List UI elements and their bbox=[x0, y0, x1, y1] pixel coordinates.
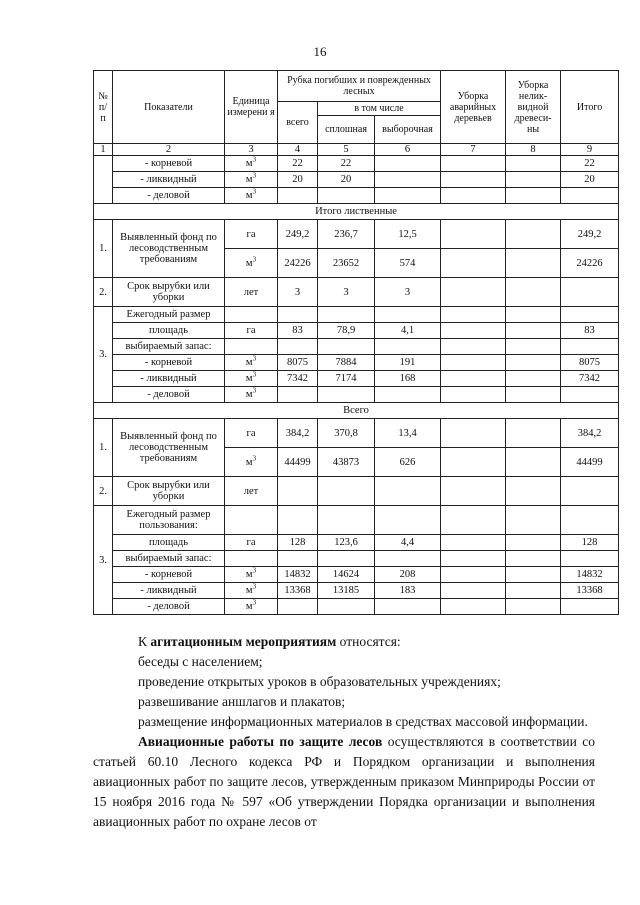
header-total-all: всего bbox=[278, 102, 318, 144]
table-cell bbox=[561, 188, 619, 204]
table-cell: 44499 bbox=[278, 448, 318, 477]
row-label: - деловой bbox=[113, 188, 225, 204]
header-nonliquid: Уборка нелик- видной древеси- ны bbox=[506, 71, 561, 144]
table-cell: 7342 bbox=[278, 371, 318, 387]
table-cell bbox=[506, 448, 561, 477]
row-unit: $м^3$ bbox=[225, 355, 278, 371]
paragraph: проведение открытых уроков в образовательных учреждениях; bbox=[138, 674, 501, 689]
table-cell bbox=[225, 339, 278, 355]
row-unit: га bbox=[225, 535, 278, 551]
paragraph: беседы с населением; bbox=[138, 654, 263, 669]
row-unit: $м^3$ bbox=[225, 567, 278, 583]
row-label: Ежегодный размер пользования: bbox=[113, 506, 225, 535]
table-cell: 8075 bbox=[278, 355, 318, 371]
table-cell bbox=[506, 506, 561, 535]
table-cell bbox=[506, 551, 561, 567]
row-label: площадь bbox=[113, 535, 225, 551]
row-unit: $м^3$ bbox=[225, 172, 278, 188]
table-cell bbox=[441, 535, 506, 551]
table-cell bbox=[441, 551, 506, 567]
row-unit: га bbox=[225, 323, 278, 339]
table-cell bbox=[441, 506, 506, 535]
table-cell: 7884 bbox=[318, 355, 375, 371]
table-cell bbox=[441, 371, 506, 387]
section-title: Всего bbox=[94, 403, 619, 419]
table-cell bbox=[506, 477, 561, 506]
table-cell: 384,2 bbox=[278, 419, 318, 448]
table-cell bbox=[375, 339, 441, 355]
table-cell: 13368 bbox=[561, 583, 619, 599]
row-label: - корневой bbox=[113, 156, 225, 172]
table-cell: 123,6 bbox=[318, 535, 375, 551]
table-cell bbox=[318, 477, 375, 506]
table-cell: 8075 bbox=[561, 355, 619, 371]
table-cell: 4,1 bbox=[375, 323, 441, 339]
table-cell bbox=[225, 506, 278, 535]
table-cell: 22 bbox=[278, 156, 318, 172]
row-label: - деловой bbox=[113, 599, 225, 615]
col-number: 2 bbox=[113, 144, 225, 156]
row-label: Срок вырубки или уборки bbox=[113, 278, 225, 307]
table-cell bbox=[506, 599, 561, 615]
header-total: Итого bbox=[561, 71, 619, 144]
col-number: 8 bbox=[506, 144, 561, 156]
table-cell: 626 bbox=[375, 448, 441, 477]
table-cell: 12,5 bbox=[375, 220, 441, 249]
table-cell bbox=[441, 278, 506, 307]
table-cell bbox=[506, 156, 561, 172]
table-cell: 78,9 bbox=[318, 323, 375, 339]
table-cell: 13185 bbox=[318, 583, 375, 599]
row-unit: $м^3$ bbox=[225, 599, 278, 615]
table-cell bbox=[441, 387, 506, 403]
table-cell bbox=[561, 307, 619, 323]
table-cell bbox=[441, 567, 506, 583]
table-cell bbox=[506, 188, 561, 204]
row-unit: $м^3$ bbox=[225, 371, 278, 387]
table-cell: 83 bbox=[561, 323, 619, 339]
row-number: 2. bbox=[94, 477, 113, 506]
row-number: 3. bbox=[94, 307, 113, 403]
paragraph: К агитационным мероприятиям относятся: bbox=[138, 634, 401, 649]
row-unit: га bbox=[225, 419, 278, 448]
table-cell bbox=[278, 506, 318, 535]
header-clear: сплошная bbox=[318, 116, 375, 144]
row-label: - ликвидный bbox=[113, 371, 225, 387]
row-label: - деловой bbox=[113, 387, 225, 403]
table-cell bbox=[561, 339, 619, 355]
table-cell bbox=[506, 220, 561, 249]
col-number: 4 bbox=[278, 144, 318, 156]
header-emergency: Уборка аварийных деревьев bbox=[441, 71, 506, 144]
table-cell: 83 bbox=[278, 323, 318, 339]
table-cell bbox=[506, 583, 561, 599]
table-cell bbox=[506, 339, 561, 355]
paragraph: Авиационные работы по защите лесов осуществляются в соответствии со статьей 60.10 Лесного кодекса РФ и Порядком организации и выполнения авиационных работ по защите лесов, утвержденным приказом Минприроды России от 15 ноября 2016 года № 597 «Об утверждении Порядка организации и выполнения авиационных работ по охране лесов от bbox=[93, 734, 596, 829]
table-cell bbox=[441, 172, 506, 188]
header-indicators: Показатели bbox=[113, 71, 225, 144]
table-cell bbox=[561, 477, 619, 506]
row-label: - корневой bbox=[113, 567, 225, 583]
row-label: выбираемый запас: bbox=[113, 551, 225, 567]
table-cell bbox=[561, 387, 619, 403]
table-cell bbox=[278, 551, 318, 567]
table-cell: 14624 bbox=[318, 567, 375, 583]
row-number: 1. bbox=[94, 220, 113, 278]
header-felling: Рубка погибших и поврежденных лесных bbox=[278, 71, 441, 102]
table-cell: 128 bbox=[561, 535, 619, 551]
table-cell: 191 bbox=[375, 355, 441, 371]
table-cell: 7342 bbox=[561, 371, 619, 387]
row-unit: лет bbox=[225, 278, 278, 307]
table-cell bbox=[506, 419, 561, 448]
forest-table bbox=[93, 70, 619, 615]
col-number: 6 bbox=[375, 144, 441, 156]
table-cell: 3 bbox=[375, 278, 441, 307]
table-cell bbox=[441, 323, 506, 339]
table-cell bbox=[375, 172, 441, 188]
row-unit: лет bbox=[225, 477, 278, 506]
table-cell bbox=[506, 535, 561, 551]
table-cell bbox=[506, 567, 561, 583]
row-unit: $м^3$ bbox=[225, 583, 278, 599]
table-cell: 20 bbox=[278, 172, 318, 188]
table-cell bbox=[441, 419, 506, 448]
table-cell bbox=[441, 448, 506, 477]
col-number: 1 bbox=[94, 144, 113, 156]
row-label: - ликвидный bbox=[113, 583, 225, 599]
table-cell bbox=[278, 188, 318, 204]
row-unit: $м^3$ bbox=[225, 448, 278, 477]
row-label: - ликвидный bbox=[113, 172, 225, 188]
table-cell bbox=[441, 156, 506, 172]
table-cell: 183 bbox=[375, 583, 441, 599]
col-number: 5 bbox=[318, 144, 375, 156]
table-cell bbox=[441, 477, 506, 506]
header-selective: выборочная bbox=[375, 116, 441, 144]
col-number: 7 bbox=[441, 144, 506, 156]
header-num: № п/ п bbox=[94, 71, 113, 144]
table-cell: 384,2 bbox=[561, 419, 619, 448]
table-cell: 23652 bbox=[318, 249, 375, 278]
table-cell: 24226 bbox=[561, 249, 619, 278]
table-cell bbox=[278, 307, 318, 323]
section-title: Итого лиственные bbox=[94, 204, 619, 220]
table-cell: 7174 bbox=[318, 371, 375, 387]
table-cell bbox=[318, 387, 375, 403]
table-cell bbox=[506, 278, 561, 307]
table-cell bbox=[375, 551, 441, 567]
table-cell bbox=[375, 599, 441, 615]
table-cell: 24226 bbox=[278, 249, 318, 278]
table-cell bbox=[318, 307, 375, 323]
row-unit: $м^3$ bbox=[225, 156, 278, 172]
row-unit: га bbox=[225, 220, 278, 249]
row-number: 2. bbox=[94, 278, 113, 307]
table-cell: 14832 bbox=[561, 567, 619, 583]
table-cell bbox=[441, 249, 506, 278]
col-number: 3 bbox=[225, 144, 278, 156]
table-cell: 249,2 bbox=[561, 220, 619, 249]
table-cell bbox=[441, 339, 506, 355]
table-cell bbox=[561, 551, 619, 567]
row-label: выбираемый запас: bbox=[113, 339, 225, 355]
row-unit: $м^3$ bbox=[225, 249, 278, 278]
table-cell: 3 bbox=[278, 278, 318, 307]
table-cell: 236,7 bbox=[318, 220, 375, 249]
row-unit: $м^3$ bbox=[225, 188, 278, 204]
table-cell bbox=[318, 551, 375, 567]
table-cell bbox=[375, 506, 441, 535]
table-cell bbox=[225, 307, 278, 323]
table-cell: 3 bbox=[318, 278, 375, 307]
row-number: 3. bbox=[94, 506, 113, 615]
table-cell: 370,8 bbox=[318, 419, 375, 448]
table-cell bbox=[375, 477, 441, 506]
table-cell bbox=[278, 599, 318, 615]
table-cell: 22 bbox=[318, 156, 375, 172]
table-cell: 44499 bbox=[561, 448, 619, 477]
table-cell: 208 bbox=[375, 567, 441, 583]
table-cell bbox=[375, 188, 441, 204]
table-cell: 43873 bbox=[318, 448, 375, 477]
table-cell bbox=[506, 249, 561, 278]
table-cell: 14832 bbox=[278, 567, 318, 583]
table-cell: 128 bbox=[278, 535, 318, 551]
table-cell bbox=[278, 339, 318, 355]
paragraph: развешивание аншлагов и плакатов; bbox=[138, 694, 346, 709]
header-unit: Единица измерени я bbox=[225, 71, 278, 144]
table-cell bbox=[506, 371, 561, 387]
row-unit: $м^3$ bbox=[225, 387, 278, 403]
table-cell: 22 bbox=[561, 156, 619, 172]
table-cell bbox=[561, 506, 619, 535]
row-label: Срок вырубки или уборки bbox=[113, 477, 225, 506]
table-cell bbox=[441, 307, 506, 323]
table-cell bbox=[561, 599, 619, 615]
table-cell bbox=[441, 599, 506, 615]
table-cell bbox=[278, 477, 318, 506]
table-cell bbox=[441, 583, 506, 599]
page-number: 16 bbox=[313, 44, 327, 59]
table-cell bbox=[375, 156, 441, 172]
table-cell bbox=[506, 323, 561, 339]
table-cell bbox=[506, 387, 561, 403]
row-label: Выявленный фонд по лесоводственным требованиям bbox=[113, 220, 225, 278]
row-number: 1. bbox=[94, 419, 113, 477]
table-cell bbox=[506, 172, 561, 188]
table-cell bbox=[506, 355, 561, 371]
table-cell bbox=[318, 506, 375, 535]
table-cell bbox=[561, 278, 619, 307]
table-cell bbox=[506, 307, 561, 323]
col-number: 9 bbox=[561, 144, 619, 156]
table-cell bbox=[225, 551, 278, 567]
table-cell bbox=[375, 387, 441, 403]
table-cell bbox=[278, 387, 318, 403]
table-cell: 20 bbox=[561, 172, 619, 188]
table-cell bbox=[94, 156, 113, 204]
header-including: в том числе bbox=[318, 102, 441, 116]
table-cell bbox=[375, 307, 441, 323]
paragraph: размещение информационных материалов в средствах массовой информации. bbox=[138, 714, 588, 729]
row-label: площадь bbox=[113, 323, 225, 339]
table-cell bbox=[318, 599, 375, 615]
table-cell: 13368 bbox=[278, 583, 318, 599]
table-cell: 20 bbox=[318, 172, 375, 188]
table-cell: 168 bbox=[375, 371, 441, 387]
table-cell bbox=[441, 355, 506, 371]
body-text bbox=[93, 632, 595, 832]
table-cell: 574 bbox=[375, 249, 441, 278]
table-cell bbox=[441, 220, 506, 249]
row-label: Выявленный фонд по лесоводственным требованиям bbox=[113, 419, 225, 477]
table-cell bbox=[441, 188, 506, 204]
table-cell: 13,4 bbox=[375, 419, 441, 448]
row-label: - корневой bbox=[113, 355, 225, 371]
row-label: Ежегодный размер bbox=[113, 307, 225, 323]
table-cell: 249,2 bbox=[278, 220, 318, 249]
table-cell bbox=[318, 188, 375, 204]
table-cell bbox=[318, 339, 375, 355]
table-cell: 4,4 bbox=[375, 535, 441, 551]
